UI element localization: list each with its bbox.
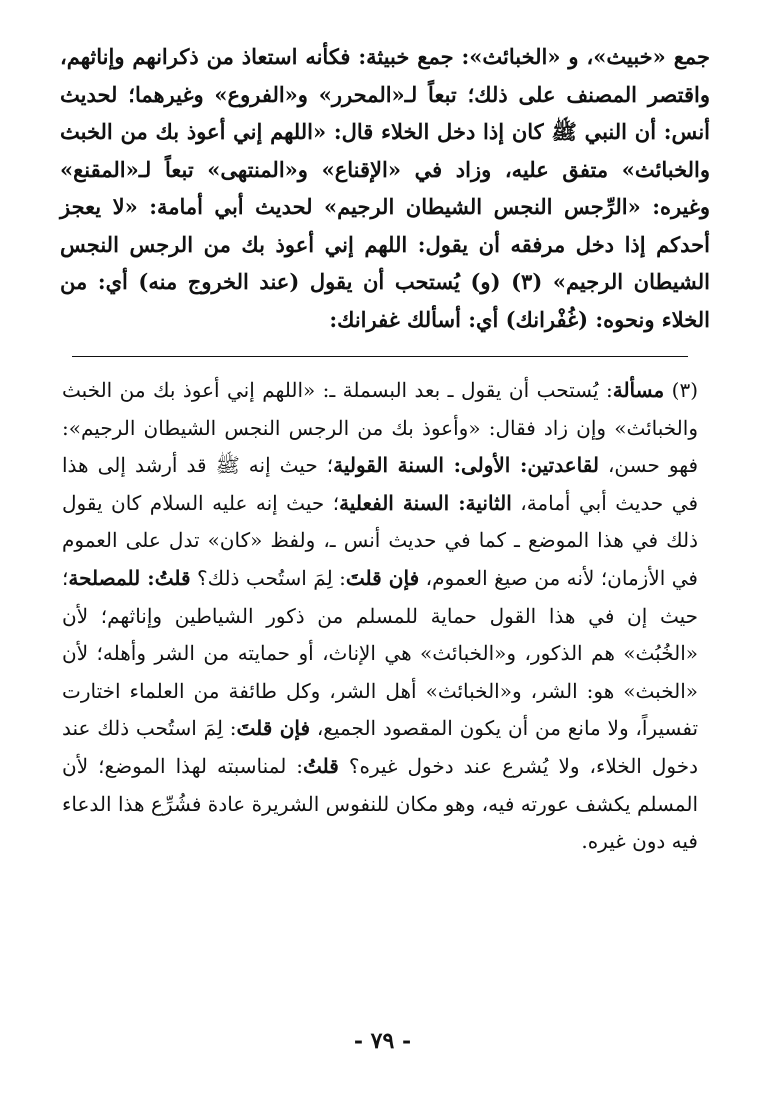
footnote-heading: مسألة bbox=[612, 378, 665, 402]
footnote-bold-4: قلتُ: للمصلحة bbox=[68, 565, 191, 590]
page-number: - ٧٩ - bbox=[353, 1028, 412, 1054]
footnote-text-5: ؛ حيث إن في هذا القول حماية للمسلم من ذكور الشياطين وإناثهم؛ لأن «الخُبُث» هم الذكور، و«الخبائث» هي الإناث، أو حمايته من الشر وأهله؛ لأن «الخبث» هو: الشر، و«الخبائث» أهل الشر، وكل طائفة من العلماء اختارت تفسيراً، ولا مانع من أن يكون المقصود الجميع، bbox=[62, 565, 699, 741]
footnote-divider bbox=[72, 356, 688, 357]
footnote-paragraph bbox=[62, 372, 698, 861]
footnote-bold-2: الثانية: السنة الفعلية bbox=[339, 490, 512, 515]
footnote-bold-3: فإن قلتَ bbox=[345, 565, 420, 590]
footnote-marker: (٣) bbox=[671, 378, 698, 402]
footnote-text-6: : لِمَ استُحب ذلك عند دخول الخلاء، ولا يُشرع عند دخول غيره؟ bbox=[62, 716, 698, 778]
main-paragraph: جمع «خبيث»، و «الخبائث»: جمع خبيثة: فكأنه استعاذ من ذكرانهم وإناثهم، واقتصر المصنف على ذلك؛ تبعاً لـ«المحرر» و«الفروع» وغيرهما؛ لحديث أنس: أن النبي ﷺ كان إذا دخل الخلاء قال: «اللهم إني أعوذ بك من الخبث والخبائث» متفق عليه، وزاد في «الإقناع» و«المنتهى» تبعاً لـ«المقنع» وغيره: «الرِّجس النجس الشيطان الرجيم» لحديث أبي أمامة: «لا يعجز أحدكم إذا دخل مرفقه أن يقول: اللهم إني أعوذ بك من الرجس النجس الشيطان الرجيم» (٣) (و) يُستحب أن يقول (عند الخروج منه) أي: من الخلاء ونحوه: (غُفْرانك) أي: أسألك غفرانك: bbox=[60, 44, 710, 332]
footnote-text-3: ؛ حيث إنه عليه السلام كان يقول ذلك في هذا الموضع ـ كما في حديث أنس ـ، ولفظ «كان» تدل على العموم في الأزمان؛ لأنه من صيغ العموم، bbox=[62, 490, 698, 590]
main-text-block bbox=[60, 38, 710, 338]
footnote-bold-6: قلتُ bbox=[303, 753, 339, 778]
footnote-bold-5: فإن قلتَ bbox=[236, 716, 311, 741]
footnote-block bbox=[62, 372, 698, 861]
footnote-text-2: ؛ حيث إنه ﷺ قد أرشد إلى هذا في حديث أبي أمامة، bbox=[62, 453, 699, 515]
footnote-text-4: : لِمَ استُحب ذلك؟ bbox=[190, 565, 346, 590]
footnote-bold-1: لقاعدتين: الأولى: السنة القولية bbox=[333, 453, 599, 478]
footnote-text-1: : يُستحب أن يقول ـ بعد البسملة ـ: «اللهم إني أعوذ بك من الخبث والخبائث» وإن زاد فقال: «وأعوذ بك من الرجس النجس الشيطان الرجيم»: فهو حسن، bbox=[62, 378, 698, 478]
footnote-text-7: : لمناسبته لهذا الموضع؛ لأن المسلم يكشف عورته فيه، وهو مكان للنفوس الشريرة عادة فشُرِّع هذا الدعاء فيه دون غيره. bbox=[62, 753, 698, 854]
